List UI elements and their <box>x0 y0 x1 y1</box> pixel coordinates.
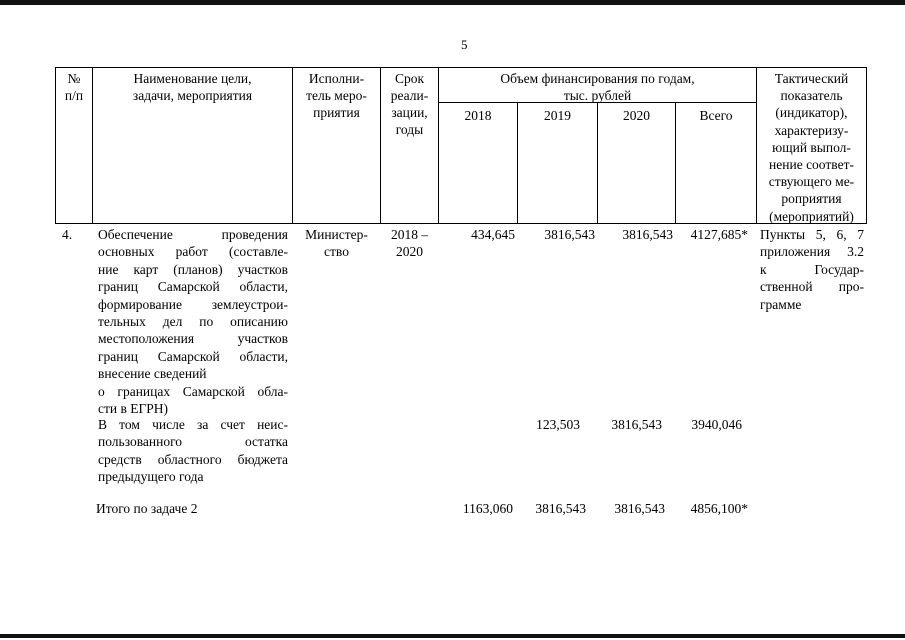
header-indicator: Тактический показатель (индикатор), характеризу- ющий выпол- нение соответ- ствующего ме- роприятия (мероприятий) <box>768 71 855 224</box>
row4-total: 4127,685* <box>690 227 748 242</box>
total-2019: 3816,543 <box>535 501 586 516</box>
row4-indicator: Пункты 5, 6, 7 приложения 3.2 к Государ- ственной про- грамме <box>760 227 864 312</box>
header-executor: Исполни- тель меро- приятия <box>306 71 367 120</box>
header-num: № п/п <box>64 71 84 103</box>
header-term: Срок реали- зации, годы <box>390 71 429 137</box>
header-year-2018: 2018 <box>464 108 492 123</box>
total-2018: 1163,060 <box>462 501 513 516</box>
row4-name: Обеспечение проведения основных работ (составле- ние карт (планов) участков границ Самарской области, формирование землеустрои- тельных дел по описанию местоположения участков границ Самарской области, внесение сведений о границах Самарской обла- сти в ЕГРН) <box>98 227 288 417</box>
row4-2019: 3816,543 <box>544 227 595 242</box>
header-name: Наименование цели, задачи, мероприятия <box>132 71 253 103</box>
top-scan-border <box>0 0 905 5</box>
row4-num: 4. <box>62 227 73 242</box>
row4-2020: 3816,543 <box>622 227 673 242</box>
total-total: 4856,100* <box>690 501 748 516</box>
subrow-total: 3940,046 <box>691 417 742 432</box>
header-year-2019: 2019 <box>544 108 571 123</box>
header-funding: Объем финансирования по годам, тыс. рублей <box>500 71 695 103</box>
row4-executor: Министер- ство <box>305 227 368 260</box>
header-year-2020: 2020 <box>623 108 650 123</box>
total-label: Итого по задаче 2 <box>96 501 198 516</box>
subrow-2020: 3816,543 <box>611 417 662 432</box>
total-2020: 3816,543 <box>614 501 665 516</box>
subrow-2019: 123,503 <box>536 417 580 432</box>
subrow-name: В том числе за счет неис- пользованного остатка средств областного бюджета предыдущего года <box>98 417 288 485</box>
row4-2018: 434,645 <box>471 227 515 242</box>
bottom-scan-border <box>0 634 905 638</box>
row4-term: 2018 – 2020 <box>390 227 429 260</box>
header-total: Всего <box>699 108 733 123</box>
page-number: 5 <box>461 37 468 52</box>
